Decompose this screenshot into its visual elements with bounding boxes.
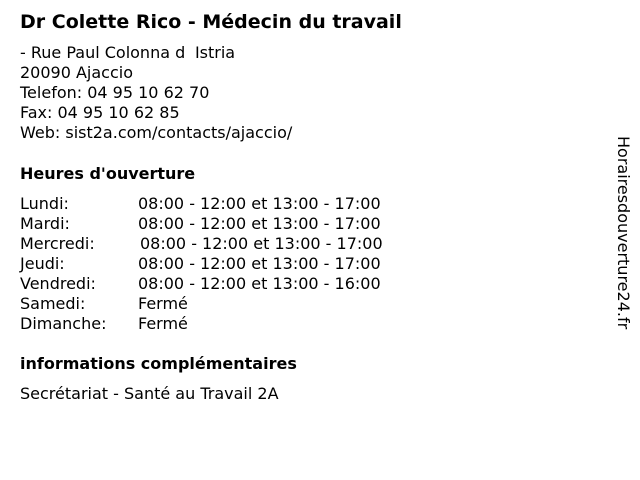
additional-info-text: Secrétariat - Santé au Travail 2A [20,384,279,403]
time-value: 08:00 - 12:00 et 13:00 - 16:00 [138,274,381,293]
opening-hours-heading: Heures d'ouverture [20,164,196,183]
day-label: Mardi: [20,214,70,233]
fax-number: Fax: 04 95 10 62 85 [20,103,180,122]
time-value: 08:00 - 12:00 et 13:00 - 17:00 [140,234,383,253]
time-value: 08:00 - 12:00 et 13:00 - 17:00 [138,214,381,233]
address-city: 20090 Ajaccio [20,63,134,82]
page-title: Dr Colette Rico - Médecin du travail [20,11,402,33]
phone-number: Telefon: 04 95 10 62 70 [20,83,210,102]
time-value: Fermé [138,314,188,333]
site-watermark: Horairesdouverture24.fr [614,136,633,330]
day-label: Mercredi: [20,234,95,253]
day-label: Dimanche: [20,314,107,333]
day-label: Vendredi: [20,274,96,293]
time-value: 08:00 - 12:00 et 13:00 - 17:00 [138,254,381,273]
website: Web: sist2a.com/contacts/ajaccio/ [20,123,293,142]
day-label: Samedi: [20,294,86,313]
time-value: 08:00 - 12:00 et 13:00 - 17:00 [138,194,381,213]
additional-info-heading: informations complémentaires [20,354,297,373]
day-label: Jeudi: [20,254,65,273]
time-value: Fermé [138,294,188,313]
address-street: - Rue Paul Colonna dIstria [20,43,236,62]
address-block [20,43,292,143]
day-label: Lundi: [20,194,69,213]
